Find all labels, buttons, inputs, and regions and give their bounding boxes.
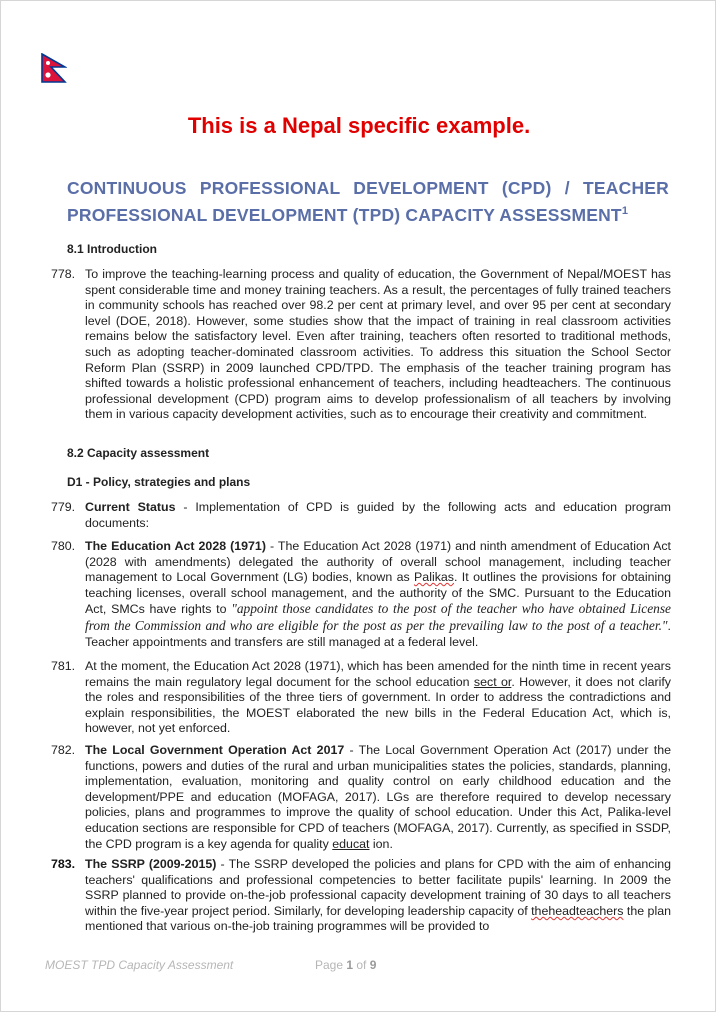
spellcheck-word-palikas[interactable]: Palikas: [414, 570, 454, 585]
spellcheck-word-headteachers[interactable]: theheadteachers: [531, 903, 624, 918]
title-footnote-marker[interactable]: 1: [621, 205, 629, 218]
footer-document-name: MOEST TPD Capacity Assessment: [45, 958, 234, 972]
nepal-flag-icon: [41, 53, 67, 83]
paragraph-text: the plan mentioned that various on-the-job training programmes will be provided to: [85, 903, 671, 934]
paragraph-lead: The Local Government Operation Act 2017: [85, 743, 345, 757]
paragraph-number: 779.: [51, 500, 76, 514]
page-total: 9: [369, 958, 377, 972]
page-label: Page: [315, 958, 347, 972]
underlined-word-sector[interactable]: sect or: [473, 674, 512, 689]
paragraph-text: - The SSRP developed the policies and plans for CPD with the aim of enhancing teachers' qualifications and professional competencies to better facilitate pupils' learning. In 2009 the SSRP planned to provide on-the-job professional capacity development training of 30 days to all teachers within the five-year project period. Similarly, for developing leadership capacity of: [85, 857, 671, 918]
footer-page-number: [315, 958, 376, 972]
paragraph-text: . Teacher appointments and transfers are still managed at a federal level.: [85, 618, 671, 649]
paragraph-text: - The Local Government Operation Act (2017) under the functions, powers and duties of the rural and urban municipalities states the policies, standards, planning, implementation, evaluation, monitoring and quality control on early childhood education and the development/PPE and education (MOFAGA, 2017). LGs are therefore required to develop necessary policies, plans and programmes to improve the quality of school education. Under this Act, Palika-level education sections are responsible for CPD of teachers (MOFAGA, 2017). Currently, as specified in SSDP, the CPD program is a key agenda for quality: [85, 743, 671, 851]
paragraph-number: 781.: [51, 659, 76, 673]
paragraph-text: . However, it does not clarify the roles and responsibilities of the three tiers of government. In order to address the contradictions and explain responsibilities, the MOEST elaborated the new bills in the Federal Education Act, which is, however, not yet enforced.: [85, 674, 672, 736]
page-of: of: [353, 958, 370, 972]
paragraph-text: . It outlines the provisions for obtaining teaching licenses, overall school management, and the authority of the SMC. Pursuant to the Education Act, SMCs have rights to: [85, 570, 672, 617]
paragraph-number: 780.: [51, 539, 76, 553]
paragraph-text: - The Education Act 2028 (1971) and ninth amendment of Education Act (2028 with amendments) delegated the authority of overall school management, including teacher management to Local Government (LG) bodies, known as: [85, 539, 671, 585]
paragraph-number: 783.: [51, 857, 76, 871]
paragraph-text: To improve the teaching-learning process and quality of education, the Government of Nepal/MOEST has spent considerable time and money training teachers. As a result, the percentages of fully trained teachers in community schools has reached over 98.2 per cent at primary level, and over 95 per cent at secondary level (DOE, 2018). However, some studies show that the impact of training in real classroom activities remains below the satisfactory level. Even after training, teachers often resorted to traditional methods, such as adopting teacher-dominated classroom activities. To address this situation the School Sector Reform Plan (SSRP) in 2009 launched CPD/TPD. The emphasis of the teacher training program has shifted towards a holistic professional enhancement of teachers, including headteachers. The continuous professional development (CPD) program aims to develop professionalism of all teachers by involving them in various capacity development activities, such as to encourage their creativity and commitment.: [85, 267, 671, 422]
paragraph-lead: The Education Act 2028 (1971): [85, 539, 266, 553]
document-title: [67, 175, 669, 229]
paragraph-783: [51, 857, 671, 935]
title-text: CONTINUOUS PROFESSIONAL DEVELOPMENT (CPD) / TEACHER PROFESSIONAL DEVELOPMENT (TPD) CAPACITY ASSESSMENT: [67, 178, 669, 225]
paragraph-779: [51, 500, 671, 531]
section-heading-capacity-assessment: 8.2 Capacity assessment: [67, 446, 210, 460]
paragraph-number: 778.: [51, 267, 76, 281]
paragraph-text: At the moment, the Education Act 2028 (1971), which has been amended for the ninth time in recent years remains the main regulatory legal document for the school education: [85, 659, 671, 689]
paragraph-781: [51, 659, 671, 737]
paragraph-778: [51, 267, 671, 423]
underlined-word-educat[interactable]: educat: [332, 836, 370, 851]
paragraph-text: ion.: [369, 836, 393, 851]
paragraph-lead: The SSRP (2009-2015): [85, 857, 217, 871]
paragraph-number: 782.: [51, 743, 76, 757]
paragraph-lead: Current Status: [85, 500, 176, 514]
section-heading-introduction: 8.1 Introduction: [67, 242, 157, 256]
paragraph-780: [51, 539, 671, 650]
paragraph-text: - Implementation of CPD is guided by the following acts and education program documents:: [85, 500, 671, 530]
page-current: 1: [346, 958, 354, 972]
nepal-example-banner: This is a Nepal specific example.: [187, 113, 531, 138]
section-heading-d1: D1 - Policy, strategies and plans: [67, 475, 251, 489]
act-quote: "appoint those candidates to the post of the teacher who have obtained License from the Commission and who are eligible for the post as per the prevailing law to the post of a teacher.": [85, 601, 671, 633]
paragraph-782: [51, 743, 671, 852]
